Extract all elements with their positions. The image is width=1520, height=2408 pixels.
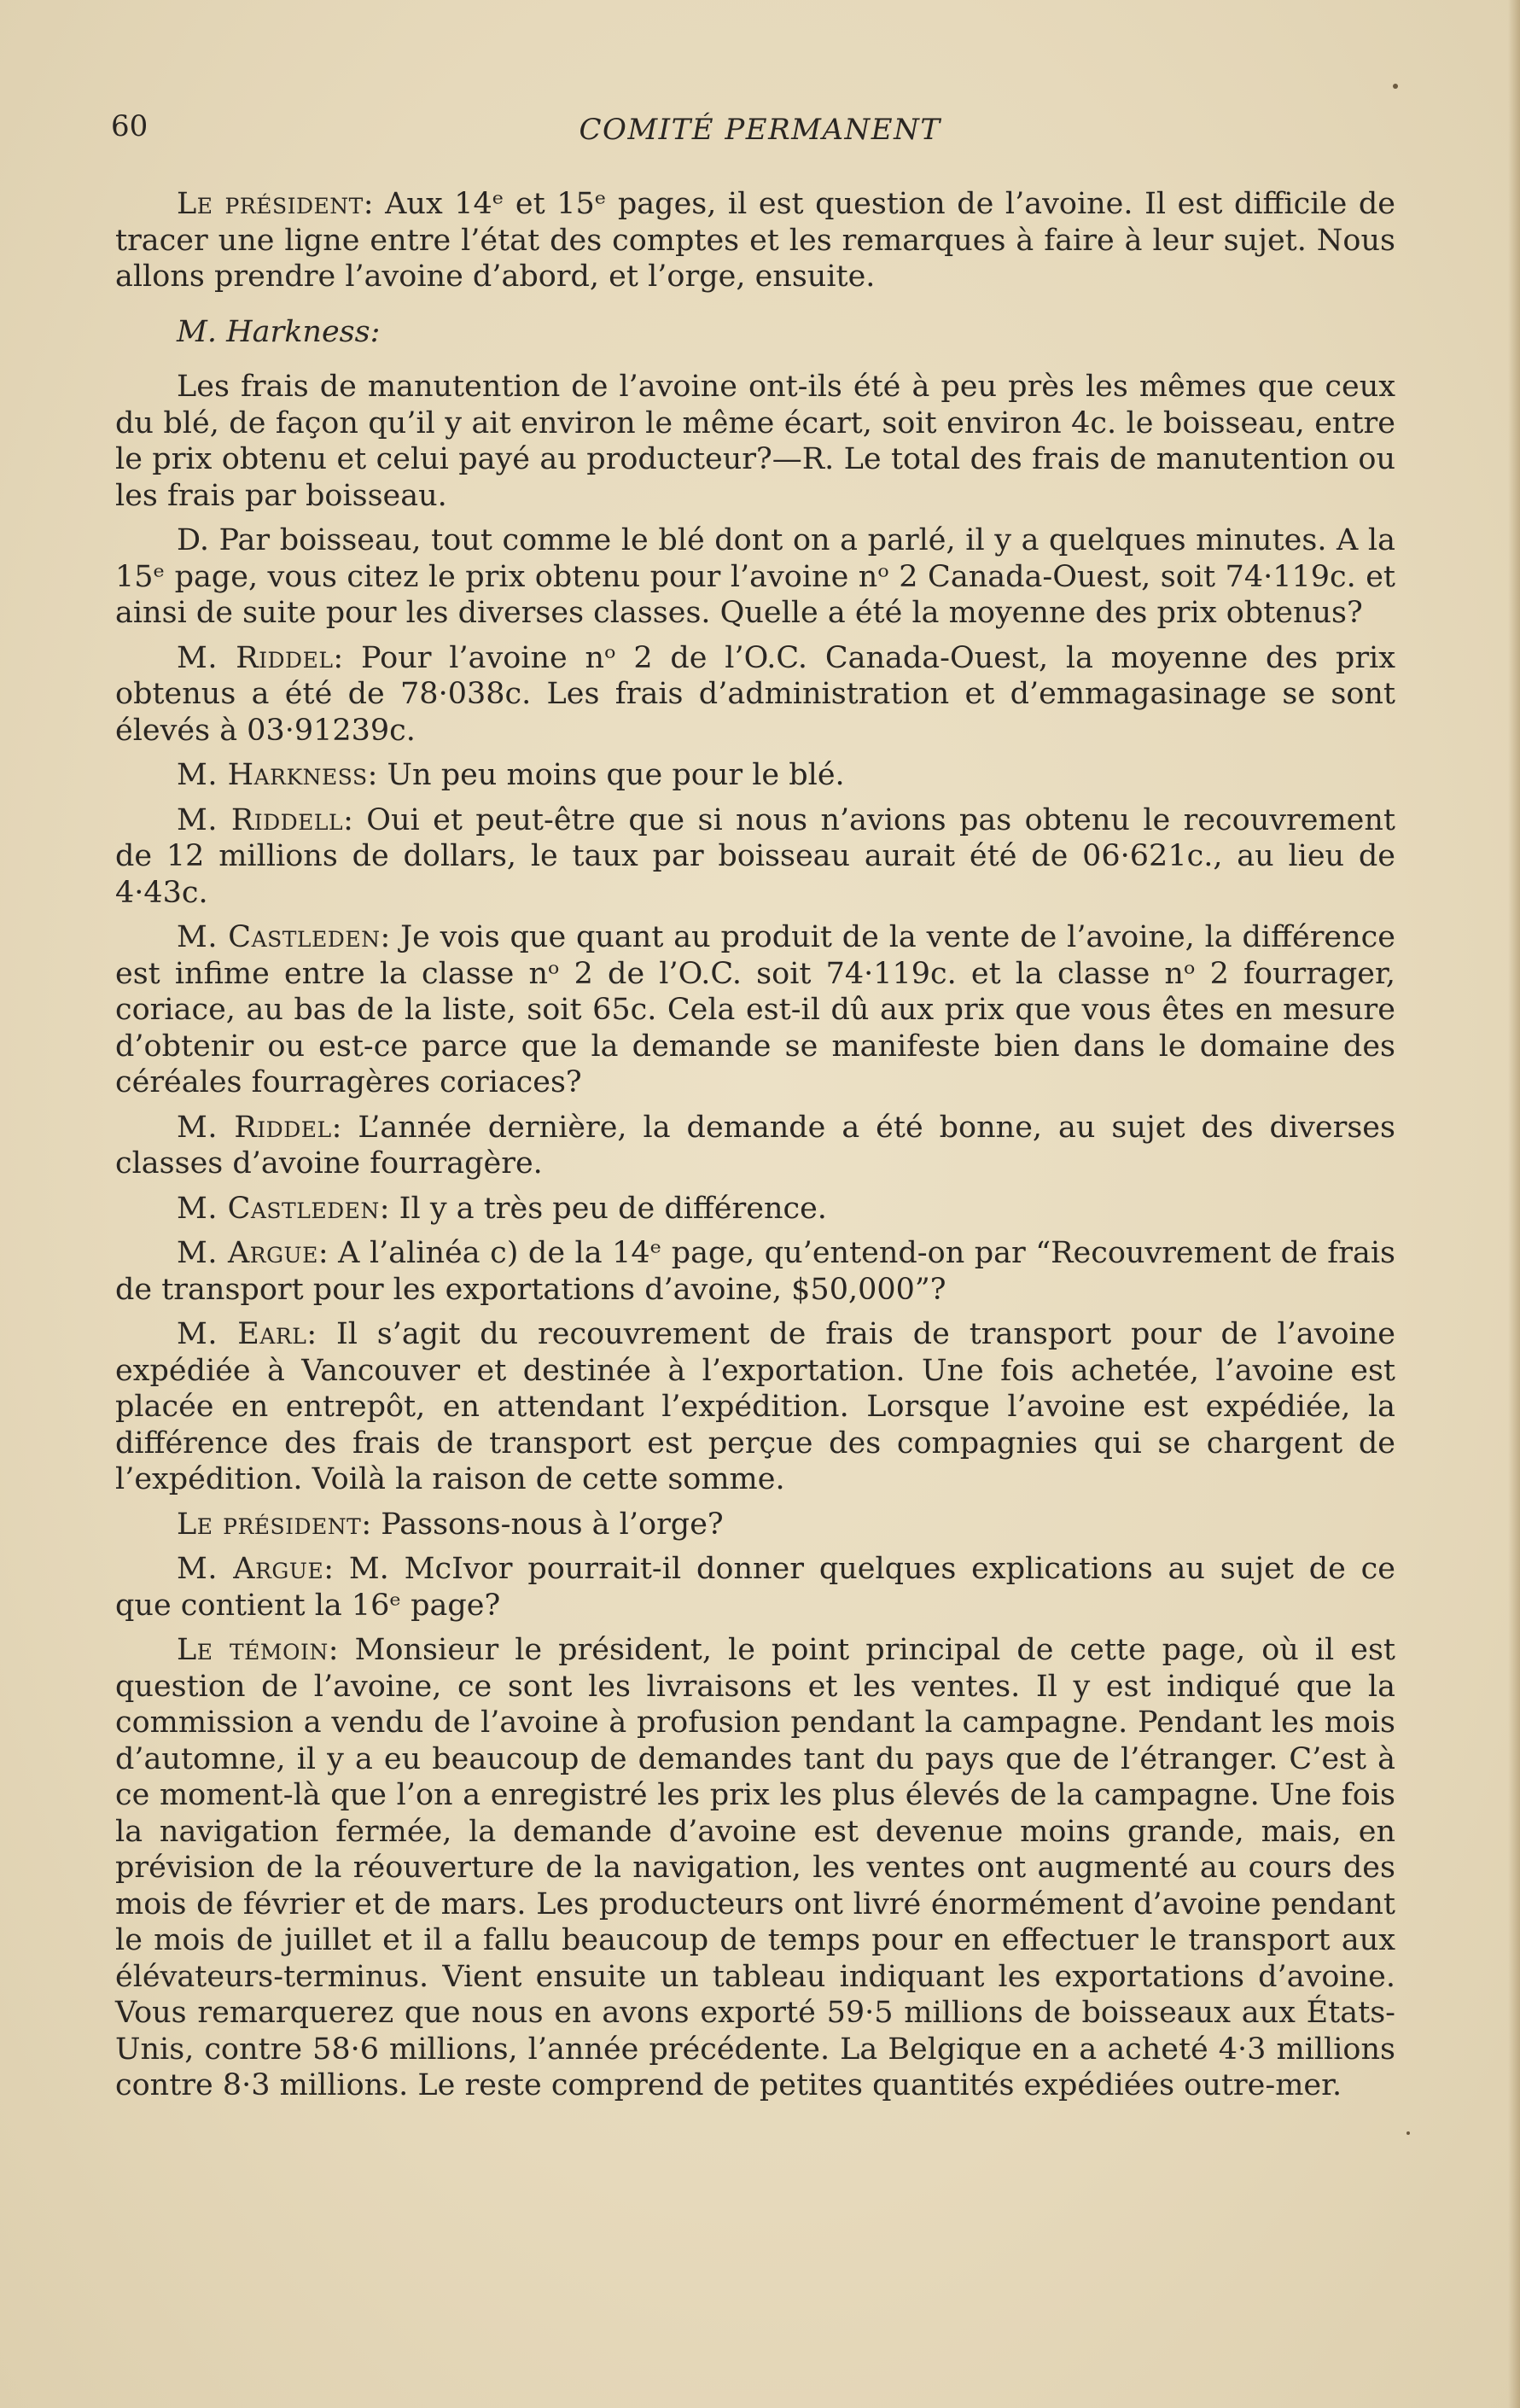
- paragraph-text: : L’année dernière, la demande a été bonne, au sujet des diverses classes d’avoine fourragère.: [115, 1110, 1395, 1181]
- paragraph-text: : Il s’agit du recouvrement de frais de transport pour de l’avoine expédiée à Vancouver et destinée à l’exportation. Une fois achetée, l’avoine est placée en entrepôt, en attendant l’expédition. Lorsque l’avoine est expédiée, la différence des frais de transport est perçue des compagnies qui se chargent de l’expédition. Voilà la raison de cette somme.: [115, 1317, 1395, 1496]
- paper-speck: [1393, 84, 1398, 89]
- speaker: M. Harkness: [177, 758, 368, 792]
- paragraph: [115, 1235, 1395, 1308]
- paragraph-text: : Un peu moins que pour le blé.: [367, 758, 845, 792]
- paragraph-text: Les frais de manutention de l’avoine ont-ils été à peu près les mêmes que ceux du blé, de façon qu’il y ait environ le même écart, soit environ 4c. le boisseau, entre le prix obtenu et celui payé au producteur?—R. Le total des frais de manutention ou les frais par boisseau.: [115, 370, 1395, 513]
- paragraph: [115, 1632, 1395, 2104]
- paragraph: [115, 919, 1395, 1101]
- paragraph-text: : A l’alinéa c) de la 14ᵉ page, qu’entend-on par “Recouvrement de frais de transport pour les exportations d’avoine, $50,000”?: [115, 1236, 1395, 1307]
- speaker: M. Castleden: [177, 920, 381, 954]
- paragraph-text: : Je vois que quant au produit de la vente de l’avoine, la différence est infime entre la classe nᵒ 2 de l’O.C. soit 74·119c. et la classe nᵒ 2 fourrager, coriace, au bas de la liste, soit 65c. Cela est-il dû aux prix que vous êtes en mesure d’obtenir ou est-ce parce que la demande se manifeste bien dans le domaine des céréales fourragères coriaces?: [115, 920, 1395, 1099]
- page-edge-shadow: [1508, 0, 1520, 2408]
- paragraph: [115, 1551, 1395, 1624]
- speaker: Le président: [177, 187, 364, 221]
- speaker: M. Earl: [177, 1317, 307, 1351]
- paragraph: [115, 802, 1395, 912]
- body-text: [115, 186, 1395, 2113]
- paragraph-text: : Il y a très peu de différence.: [379, 1191, 827, 1226]
- paragraph-text: : Pour l’avoine nᵒ 2 de l’O.C. Canada-Ouest, la moyenne des prix obtenus a été de 78·038c. Les frais d’administration et d’emmagasinage se sont élevés à 03·91239c.: [115, 640, 1395, 748]
- paragraph: [115, 1110, 1395, 1182]
- questioner-heading: M. Harkness:: [177, 314, 381, 349]
- paragraph-text: : Passons-nous à l’orge?: [361, 1507, 724, 1542]
- speaker: M. Riddel: [177, 1110, 332, 1145]
- speaker: M. Castleden: [177, 1191, 380, 1226]
- paragraph-text: : Aux 14ᵉ et 15ᵉ pages, il est question de l’avoine. Il est difficile de tracer une ligne entre l’état des comptes et les remarques à faire à leur sujet. Nous allons prendre l’avoine d’abord, et l’orge, ensuite.: [115, 187, 1395, 294]
- paragraph-text: D. Par boisseau, tout comme le blé dont on a parlé, il y a quelques minutes. A la 15ᵉ page, vous citez le prix obtenu pour l’avoine nᵒ 2 Canada-Ouest, soit 74·119c. et ainsi de suite pour les diverses classes. Quelle a été la moyenne des prix obtenus?: [115, 523, 1395, 630]
- paragraph-text: : Monsieur le président, le point principal de cette page, où il est question de l’avoine, ce sont les livraisons et les ventes. Il y est indiqué que la commission a vendu de l’avoine à profusion pendant la campagne. Pendant les mois d’automne, il y a eu beaucoup de demandes tant du pays que de l’étranger. C’est à ce moment-là que l’on a enregistré les prix les plus élevés de la campagne. Une fois la navigation fermée, la demande d’avoine est devenue moins grande, mais, en prévision de la réouverture de la navigation, les ventes ont augmenté au cours des mois de février et de mars. Les producteurs ont livré énormément d’avoine pendant le mois de juillet et il a fallu beaucoup de temps pour en effectuer le transport aux élévateurs-terminus. Vient ensuite un tableau indiquant les exportations d’avoine. Vous remarquerez que nous en avons exporté 59·5 millions de boisseaux aux États-Unis, contre 58·6 millions, l’année précédente. La Belgique en a acheté 4·3 millions contre 8·3 millions. Le reste comprend de petites quantités expédiées outre-mer.: [115, 1633, 1395, 2102]
- speaker: M. Argue: [177, 1552, 324, 1586]
- speaker: Le témoin: [177, 1633, 329, 1667]
- paragraph: [115, 1316, 1395, 1498]
- paragraph: [115, 640, 1395, 749]
- page-number: 60: [111, 109, 149, 143]
- paragraph: [115, 186, 1395, 295]
- speaker: M. Riddel: [177, 640, 334, 675]
- speaker: M. Argue: [177, 1236, 318, 1270]
- paragraph: [115, 522, 1395, 632]
- paragraph-text: : M. McIvor pourrait-il donner quelques explications au sujet de ce que contient la 16ᵉ page?: [115, 1552, 1396, 1623]
- paragraph: [115, 757, 1395, 794]
- paragraph: [115, 369, 1395, 514]
- paragraph: [115, 1507, 1395, 1543]
- paragraph-text: : Oui et peut-être que si nous n’avions pas obtenu le recouvrement de 12 millions de dollars, le taux par boisseau aurait été de 06·621c., au lieu de 4·43c.: [115, 802, 1395, 910]
- speaker: Le président: [177, 1507, 362, 1542]
- paragraph: [115, 1191, 1395, 1227]
- running-head: COMITÉ PERMANENT: [579, 113, 941, 147]
- speaker: M. Riddell: [177, 802, 344, 837]
- paper-speck: [1406, 2131, 1410, 2135]
